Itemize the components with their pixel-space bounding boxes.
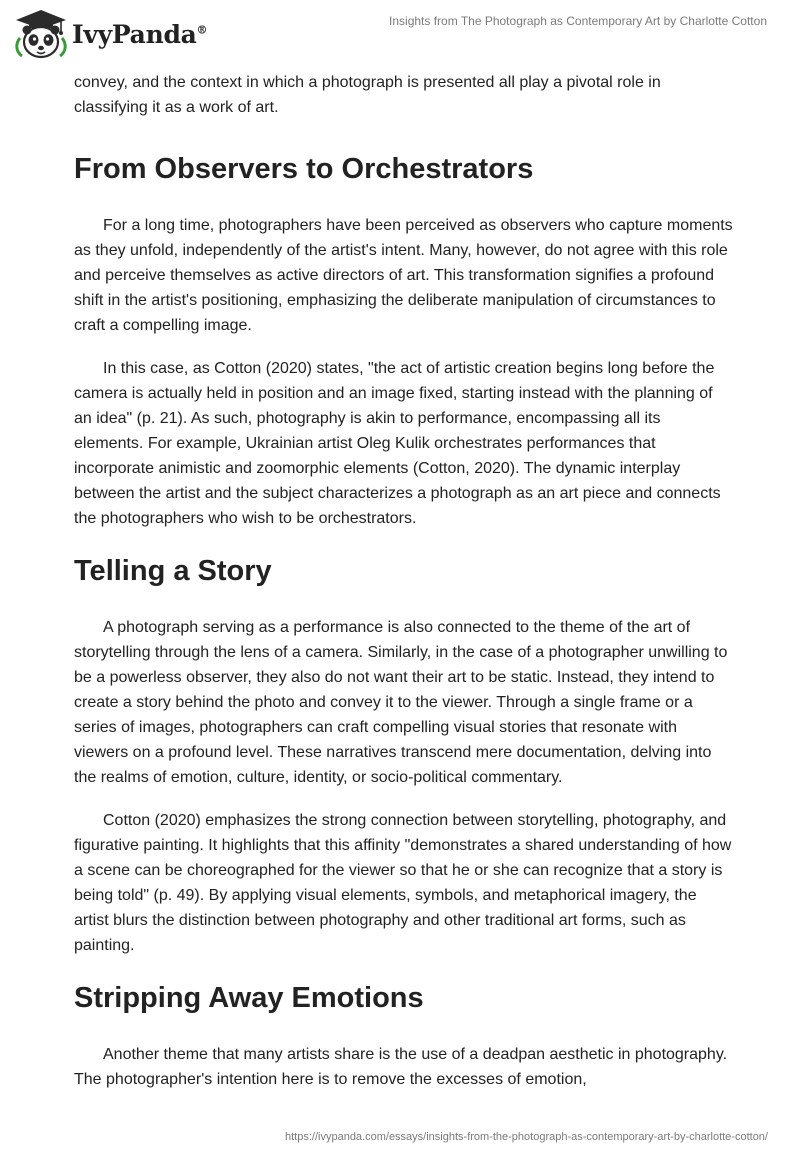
source-url[interactable]: https://ivypanda.com/essays/insights-from-the-photograph-as-contemporary-art-by-charlotte-cotton/ <box>285 1131 768 1143</box>
paragraph: In this case, as Cotton (2020) states, "the act of artistic creation begins long before the camera is actually held in position and an image fixed, starting instead with the planning of an idea" (p. 21). As such, photography is akin to performance, encompassing all its elements. For example, Ukrainian artist Oleg Kulik orchestrates performances that incorporate animistic and zoomorphic elements (Cotton, 2020). The dynamic interplay between the artist and the subject characterizes a photograph as an art piece and connects the photographers who wish to be orchestrators. <box>74 360 721 527</box>
page-header <box>0 0 800 64</box>
essay-body <box>74 70 734 1110</box>
paragraph: Another theme that many artists share is the use of a deadpan aesthetic in photography. The photographer's intention here is to remove the excesses of emotion, <box>74 1046 728 1088</box>
document-title: Insights from The Photograph as Contemporary Art by Charlotte Cotton <box>389 14 767 28</box>
brand-name: IvyPanda® <box>72 19 208 49</box>
panda-graduate-icon <box>12 8 70 60</box>
paragraph: For a long time, photographers have been perceived as observers who capture moments as they unfold, independently of the artist's intent. Many, however, do not agree with this role and perceive themselves as active directors of art. This transformation signifies a profound shift in the artist's positioning, emphasizing the deliberate manipulation of circumstances to craft a compelling image. <box>74 217 733 334</box>
paragraph: Cotton (2020) emphasizes the strong connection between storytelling, photography, and figurative painting. It highlights that this affinity "demonstrates a shared understanding of how a scene can be choreographed for the viewer so that he or she can recognize that a story is being told" (p. 49). By applying visual elements, symbols, and metaphorical imagery, the artist blurs the distinction between photography and other traditional art forms, such as painting. <box>74 812 732 954</box>
section-heading-emotions: Stripping Away Emotions <box>74 982 424 1014</box>
registered-mark: ® <box>196 23 208 37</box>
intro-continuation: convey, and the context in which a photograph is presented all play a pivotal role in classifying it as a work of art. <box>74 74 661 116</box>
paragraph: A photograph serving as a performance is also connected to the theme of the art of storytelling through the lens of a camera. Similarly, in the case of a photographer unwilling to be a powerless observer, they also do not want their art to be static. Instead, they intend to create a story behind the photo and convey it to the viewer. Through a single frame or a series of images, photographers can craft compelling visual stories that resonate with viewers on a profound level. These narratives transcend mere documentation, delving into the realms of emotion, culture, identity, or socio-political commentary. <box>74 619 728 786</box>
section-heading-story: Telling a Story <box>74 555 272 587</box>
brand-logo[interactable] <box>12 8 207 60</box>
section-heading-observers: From Observers to Orchestrators <box>74 153 534 185</box>
